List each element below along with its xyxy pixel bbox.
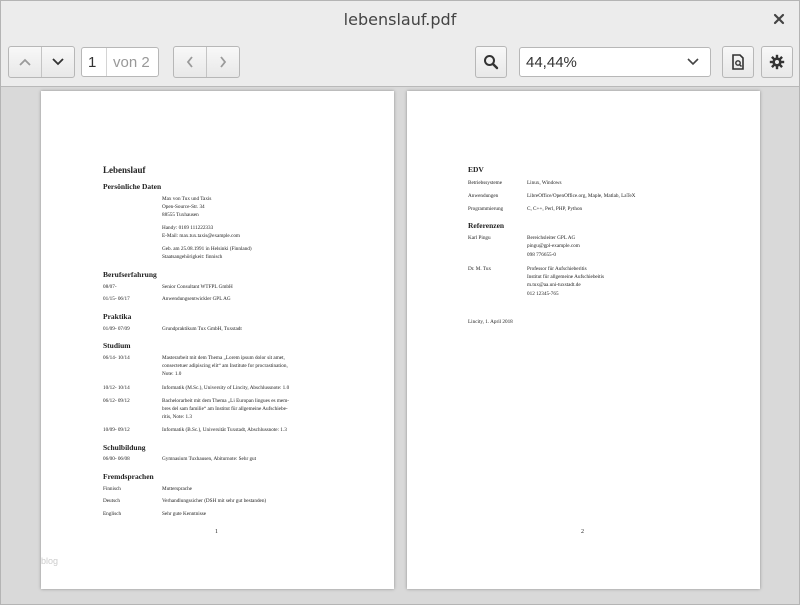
entry-text: Gymnasium Tuxhausen, Abiturnote: Sehr gut — [162, 456, 257, 462]
personal-line: Max von Tux und Taxis — [162, 196, 212, 202]
edv-value: LibreOffice/OpenOffice.org, Maple, Matlab, LaTeX — [527, 193, 636, 199]
watermark-text: blog — [41, 556, 59, 566]
current-page-value[interactable]: 1 — [88, 54, 97, 71]
back-button[interactable] — [174, 47, 206, 77]
page-1[interactable] — [41, 91, 394, 589]
language-name: Englisch — [103, 511, 122, 517]
page-number: 2 — [581, 529, 584, 535]
entry-date: 01/15- 06/17 — [103, 296, 130, 302]
reference-line: pingu@gpl-example.com — [527, 243, 580, 249]
entry-date: 06/00- 06/08 — [103, 456, 130, 462]
entry-text: Anwendungsentwickler GPL AG — [162, 296, 231, 302]
history-nav-group — [173, 46, 240, 78]
personal-line: Handy: 0169 111222333 — [162, 225, 214, 231]
zoom-value: 44,44% — [526, 54, 577, 71]
title-bar — [1, 1, 799, 39]
chevron-right-icon — [218, 55, 228, 69]
entry-date: 10/09- 09/12 — [103, 427, 130, 433]
section-heading: Persönliche Daten — [103, 182, 162, 191]
chevron-left-icon — [185, 55, 195, 69]
entry-text: Grundpraktikum Tux GmbH, Tuxstadt — [162, 326, 242, 332]
language-level: Verhandlungssicher (DSH mit sehr gut bestanden) — [162, 498, 267, 504]
gear-icon — [769, 54, 785, 70]
edv-value: Linux, Windows — [527, 180, 562, 186]
divider — [106, 48, 107, 76]
entry-text: bres del sam familie“ am Institut für allgemeine Aufschiebe- — [162, 406, 288, 412]
entry-text: Informatik (M.Sc.), University of Lincity, Abschlussnote: 1.0 — [162, 385, 290, 391]
page-nav-group — [8, 46, 75, 78]
edv-label: Anwendungen — [468, 193, 499, 199]
edv-label: Betriebssysteme — [468, 180, 502, 186]
personal-line: Open-Source-Str. 34 — [162, 204, 205, 210]
reference-line: Institut für allgemeine Aufschiebeitis — [527, 274, 605, 280]
edv-value: C, C++, Perl, PHP, Python — [527, 206, 583, 212]
language-level: Muttersprache — [162, 486, 192, 492]
section-heading: Berufserfahrung — [103, 270, 157, 279]
language-level: Sehr gute Kenntnisse — [162, 511, 207, 517]
section-heading: Schulbildung — [103, 443, 146, 452]
forward-button[interactable] — [206, 47, 239, 77]
entry-date: 08/07- — [103, 284, 117, 290]
section-heading: EDV — [468, 165, 484, 174]
document-view[interactable] — [1, 87, 799, 604]
page-number: 1 — [215, 529, 218, 535]
entry-text: Masterarbeit mit dem Thema „Lorem ipsum dolor sit amet, — [162, 355, 285, 361]
personal-line: Staatsangehörigkeit: finnisch — [162, 254, 223, 260]
entry-text: Bachelorarbeit mit dem Thema „Li Europan lingues es mem- — [162, 398, 289, 404]
window-title: lebenslauf.pdf — [343, 10, 457, 29]
close-icon[interactable] — [771, 11, 787, 27]
entry-text: consectetuer adipiscing elit“ am Institute for procrastination, — [162, 363, 288, 369]
page-2[interactable] — [407, 91, 760, 589]
chevron-up-icon — [18, 57, 32, 67]
entry-date: 01/09- 07/09 — [103, 326, 130, 332]
personal-line: E-Mail: max.tux.taxis@example.com — [162, 233, 240, 239]
entry-text: Informatik (B.Sc.), Universität Tuxstadt, Abschlussnote: 1.3 — [162, 427, 287, 433]
section-heading: Praktika — [103, 312, 132, 321]
previous-page-button[interactable] — [9, 47, 41, 77]
reference-name: Dr. M. Tux — [468, 266, 492, 272]
chevron-down-icon — [686, 57, 700, 67]
document-properties-button[interactable] — [722, 46, 754, 78]
toolbar — [1, 39, 799, 87]
next-page-button[interactable] — [41, 47, 74, 77]
entry-date: 10/12- 10/14 — [103, 385, 130, 391]
personal-line: Geb. am 25.08.1991 in Helsinki (Finnland) — [162, 246, 252, 252]
reference-line: 098 776655-0 — [527, 252, 556, 258]
page-count-label: von 2 — [113, 54, 150, 71]
document-search-icon — [731, 54, 745, 70]
search-icon — [483, 54, 499, 70]
zoom-select[interactable] — [519, 47, 711, 77]
settings-menu-button[interactable] — [761, 46, 793, 78]
entry-text: Senior Consultant WTFPL GmbH — [162, 284, 233, 290]
edv-label: Programmierung — [468, 206, 504, 212]
section-heading: Referenzen — [468, 221, 505, 230]
page-number-entry[interactable] — [81, 47, 159, 77]
section-heading: Studium — [103, 341, 131, 350]
personal-line: 88555 Tuxhausen — [162, 212, 199, 218]
reference-line: m.tux@aa.uni-tuxstadt.de — [527, 282, 581, 288]
search-button[interactable] — [475, 46, 507, 78]
reference-line: Bereichsleiter GPL AG — [527, 235, 576, 241]
cv-title: Lebenslauf — [103, 165, 146, 175]
language-name: Finnisch — [103, 486, 121, 492]
section-heading: Fremdsprachen — [103, 472, 154, 481]
reference-line: 012 12345-765 — [527, 291, 559, 297]
entry-text: Note: 1.0 — [162, 371, 182, 377]
entry-date: 06/14- 10/14 — [103, 355, 130, 361]
reference-name: Karl Pingu — [468, 235, 491, 241]
language-name: Deutsch — [103, 498, 120, 504]
entry-date: 06/12- 09/12 — [103, 398, 130, 404]
chevron-down-icon — [51, 57, 65, 67]
entry-text: ritis, Note: 1.3 — [162, 414, 192, 420]
reference-line: Professor für Aufschieberitis — [527, 266, 587, 272]
closing-line: Lincity, 1. April 2018 — [468, 319, 513, 325]
